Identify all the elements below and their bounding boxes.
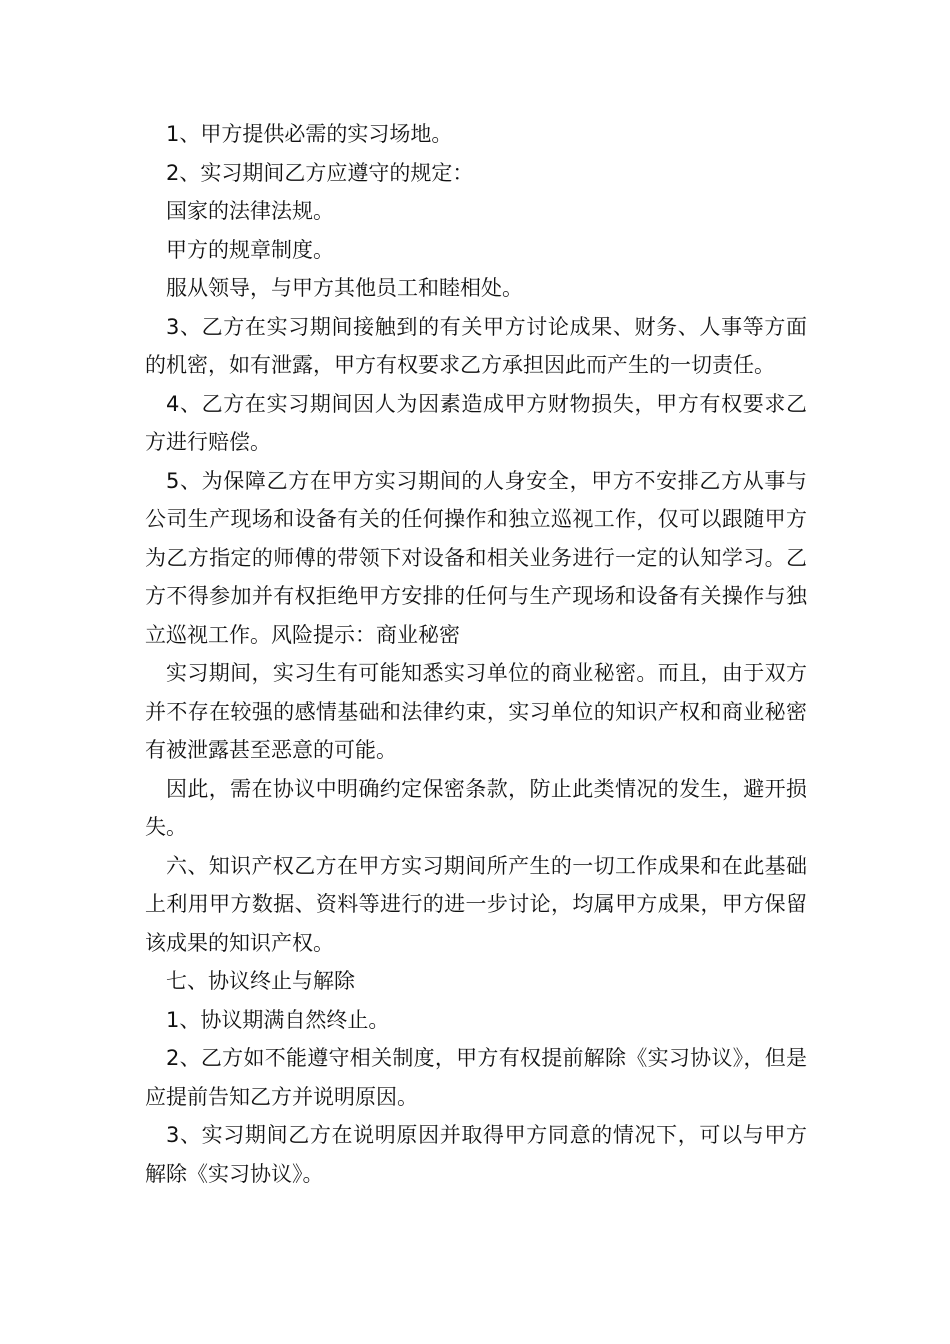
rule-company-regulations: 甲方的规章制度。 bbox=[166, 237, 334, 262]
rule-obey-leadership: 服从领导，与甲方其他员工和睦相处。 bbox=[166, 276, 523, 300]
termination-clause-3: 3、实习期间乙方在说明原因并取得甲方同意的情况下，可以与甲方解除《实习协议》。 bbox=[145, 1123, 807, 1186]
clause-1-venue: 1、甲方提供必需的实习场地。 bbox=[166, 122, 453, 146]
clause-5-safety: 5、为保障乙方在甲方实习期间的人身安全，甲方不安排乙方从事与公司生产现场和设备有关的任何操作和独立巡视工作，仅可以跟随甲方为乙方指定的师傅的带领下对设备和相关业务进行一定的认知学习。乙方不得参加并有权拒绝甲方安排的任何与生产现场和设备有关操作与独立巡视工作。风险提示：商业秘密 bbox=[145, 468, 807, 647]
clause-2-rules-heading: 2、实习期间乙方应遵守的规定： bbox=[166, 160, 474, 185]
section-6-intellectual-property: 六、知识产权乙方在甲方实习期间所产生的一切工作成果和在此基础上利用甲方数据、资料等进行的进一步讨论，均属甲方成果，甲方保留该成果的知识产权。 bbox=[145, 853, 807, 955]
termination-clause-2: 2、乙方如不能遵守相关制度，甲方有权提前解除《实习协议》，但是应提前告知乙方并说明原因。 bbox=[145, 1046, 807, 1109]
section-7-heading: 七、协议终止与解除 bbox=[166, 969, 355, 993]
risk-trade-secret-advice: 因此，需在协议中明确约定保密条款，防止此类情况的发生，避开损失。 bbox=[145, 776, 807, 839]
risk-trade-secret-explanation: 实习期间，实习生有可能知悉实习单位的商业秘密。而且，由于双方并不存在较强的感情基础和法律约束，实习单位的知识产权和商业秘密有被泄露甚至恶意的可能。 bbox=[145, 661, 807, 762]
rule-national-law: 国家的法律法规。 bbox=[166, 199, 334, 223]
clause-4-compensation: 4、乙方在实习期间因人为因素造成甲方财物损失，甲方有权要求乙方进行赔偿。 bbox=[145, 391, 807, 454]
document-body bbox=[145, 115, 807, 1193]
clause-3-confidentiality: 3、乙方在实习期间接触到的有关甲方讨论成果、财务、人事等方面的机密，如有泄露，甲方有权要求乙方承担因此而产生的一切责任。 bbox=[145, 314, 807, 377]
termination-clause-1: 1、协议期满自然终止。 bbox=[166, 1007, 390, 1032]
